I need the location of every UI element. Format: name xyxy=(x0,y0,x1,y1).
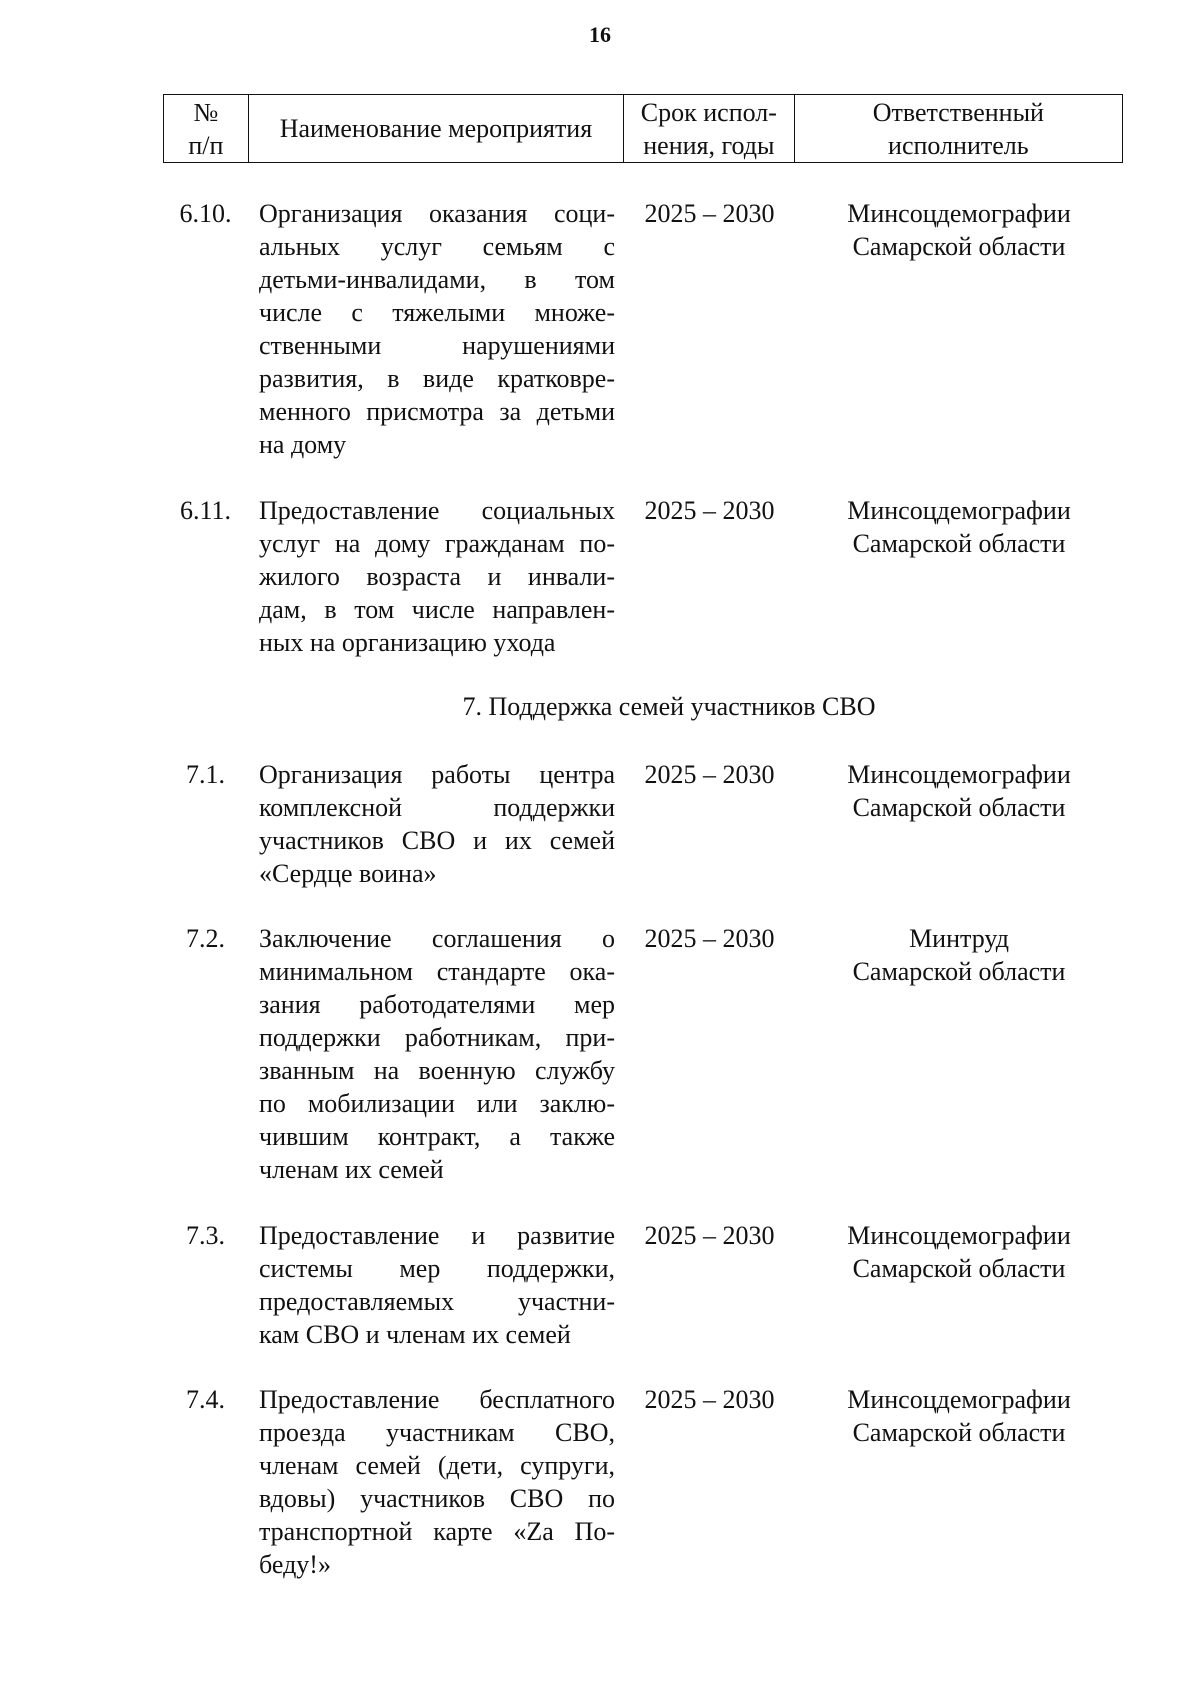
row-number: 6.10. xyxy=(179,199,232,228)
activity-name-line: на дому xyxy=(259,430,347,459)
activity-name-line: званным на военную службу xyxy=(259,1056,615,1085)
activity-name-line: транспортной карте «Za По- xyxy=(259,1517,615,1546)
row-number: 6.11. xyxy=(179,496,232,525)
activity-name-line: Организация работы центра xyxy=(259,760,615,789)
header-name-line-1: Наименование мероприятия xyxy=(279,114,593,143)
activity-name-line: участников СВО и их семей xyxy=(259,826,615,855)
section-title: 7. Поддержка семей участников СВО xyxy=(462,692,876,721)
row-term: 2025 – 2030 xyxy=(644,760,775,789)
activity-name-line: дам, в том числе направлен- xyxy=(259,595,615,624)
activity-name-line: «Сердце воина» xyxy=(259,859,437,888)
header-name-column xyxy=(249,95,624,162)
row-number: 7.3. xyxy=(186,1221,225,1250)
activity-name-line: альных услуг семьям с xyxy=(259,232,615,261)
activity-name-line: зания работодателями мер xyxy=(259,990,615,1019)
header-number-line-1: № xyxy=(193,97,219,127)
row-activity-name xyxy=(259,922,615,1186)
row-responsible xyxy=(795,1219,1123,1285)
row-number: 7.1. xyxy=(186,760,225,789)
row-term: 2025 – 2030 xyxy=(644,1385,775,1414)
activity-name-line: предоставляемых участни- xyxy=(259,1287,615,1316)
activity-name-line: услуг на дому гражданам по- xyxy=(259,529,615,558)
activity-name-line: проезда участникам СВО, xyxy=(259,1418,615,1447)
row-responsible xyxy=(795,922,1123,988)
responsible-line: Минсоцдемографии xyxy=(847,1221,1071,1250)
activity-name-line: Предоставление бесплатного xyxy=(259,1385,615,1414)
responsible-line: Минтруд xyxy=(909,924,1009,953)
activity-name-line: жилого возраста и инвали- xyxy=(259,562,615,591)
activity-name-line: беду!» xyxy=(259,1550,331,1579)
activity-name-line: системы мер поддержки, xyxy=(259,1254,615,1283)
header-term-line-2: нения, годы xyxy=(643,130,775,160)
responsible-line: Самарской области xyxy=(852,957,1066,986)
responsible-line: Минсоцдемографии xyxy=(847,496,1071,525)
row-term: 2025 – 2030 xyxy=(644,1221,775,1250)
header-responsible-line-2: исполнитель xyxy=(888,130,1029,160)
row-activity-name xyxy=(259,1219,615,1351)
row-number: 7.4. xyxy=(186,1385,225,1414)
responsible-line: Минсоцдемографии xyxy=(847,760,1071,789)
row-activity-name xyxy=(259,197,615,461)
responsible-line: Самарской области xyxy=(852,1254,1066,1283)
activity-name-line: детьми-инвалидами, в том xyxy=(259,265,615,294)
activity-name-line: комплексной поддержки xyxy=(259,793,615,822)
activity-name-line: членам их семей xyxy=(259,1155,444,1184)
row-responsible xyxy=(795,1383,1123,1449)
row-number: 7.2. xyxy=(186,924,225,953)
activity-name-line: числе с тяжелыми множе- xyxy=(259,298,615,327)
responsible-line: Минсоцдемографии xyxy=(847,1385,1071,1414)
header-term-column xyxy=(624,95,795,162)
row-term: 2025 – 2030 xyxy=(644,924,775,953)
activity-name-line: Заключение соглашения о xyxy=(259,924,615,953)
activity-name-line: Предоставление социальных xyxy=(259,496,615,525)
row-term: 2025 – 2030 xyxy=(644,496,775,525)
activity-name-line: развития, в виде кратковре- xyxy=(259,364,615,393)
activity-name-line: поддержки работникам, при- xyxy=(259,1023,615,1052)
responsible-line: Самарской области xyxy=(852,793,1066,822)
activity-name-line: вдовы) участников СВО по xyxy=(259,1484,615,1513)
row-activity-name xyxy=(259,494,615,659)
header-responsible-line-1: Ответственный xyxy=(872,97,1044,127)
activity-name-line: Предоставление и развитие xyxy=(259,1221,615,1250)
activity-name-line: Организация оказания соци- xyxy=(259,199,615,228)
activity-name-line: ных на организацию ухода xyxy=(259,628,556,657)
row-activity-name xyxy=(259,1383,615,1581)
header-term-line-1: Срок испол- xyxy=(640,97,777,127)
activity-name-line: ственными нарушениями xyxy=(259,331,615,360)
header-number-line-2: п/п xyxy=(188,130,224,160)
row-responsible xyxy=(795,494,1123,560)
activity-name-line: членам семей (дети, супруги, xyxy=(259,1451,615,1480)
responsible-line: Самарской области xyxy=(852,232,1066,261)
responsible-line: Минсоцдемографии xyxy=(847,199,1071,228)
responsible-line: Самарской области xyxy=(852,529,1066,558)
row-activity-name xyxy=(259,758,615,890)
table-header xyxy=(163,94,1123,163)
row-term: 2025 – 2030 xyxy=(644,199,775,228)
responsible-line: Самарской области xyxy=(852,1418,1066,1447)
activity-name-line: чившим контракт, а также xyxy=(259,1122,615,1151)
activity-name-line: минимальном стандарте ока- xyxy=(259,957,615,986)
row-responsible xyxy=(795,758,1123,824)
row-responsible xyxy=(795,197,1123,263)
header-number-column xyxy=(164,95,249,162)
page-number: 16 xyxy=(589,22,611,47)
activity-name-line: кам СВО и членам их семей xyxy=(259,1320,571,1349)
activity-name-line: менного присмотра за детьми xyxy=(259,397,615,426)
header-responsible-column xyxy=(795,95,1122,162)
activity-name-line: по мобилизации или заклю- xyxy=(259,1089,615,1118)
